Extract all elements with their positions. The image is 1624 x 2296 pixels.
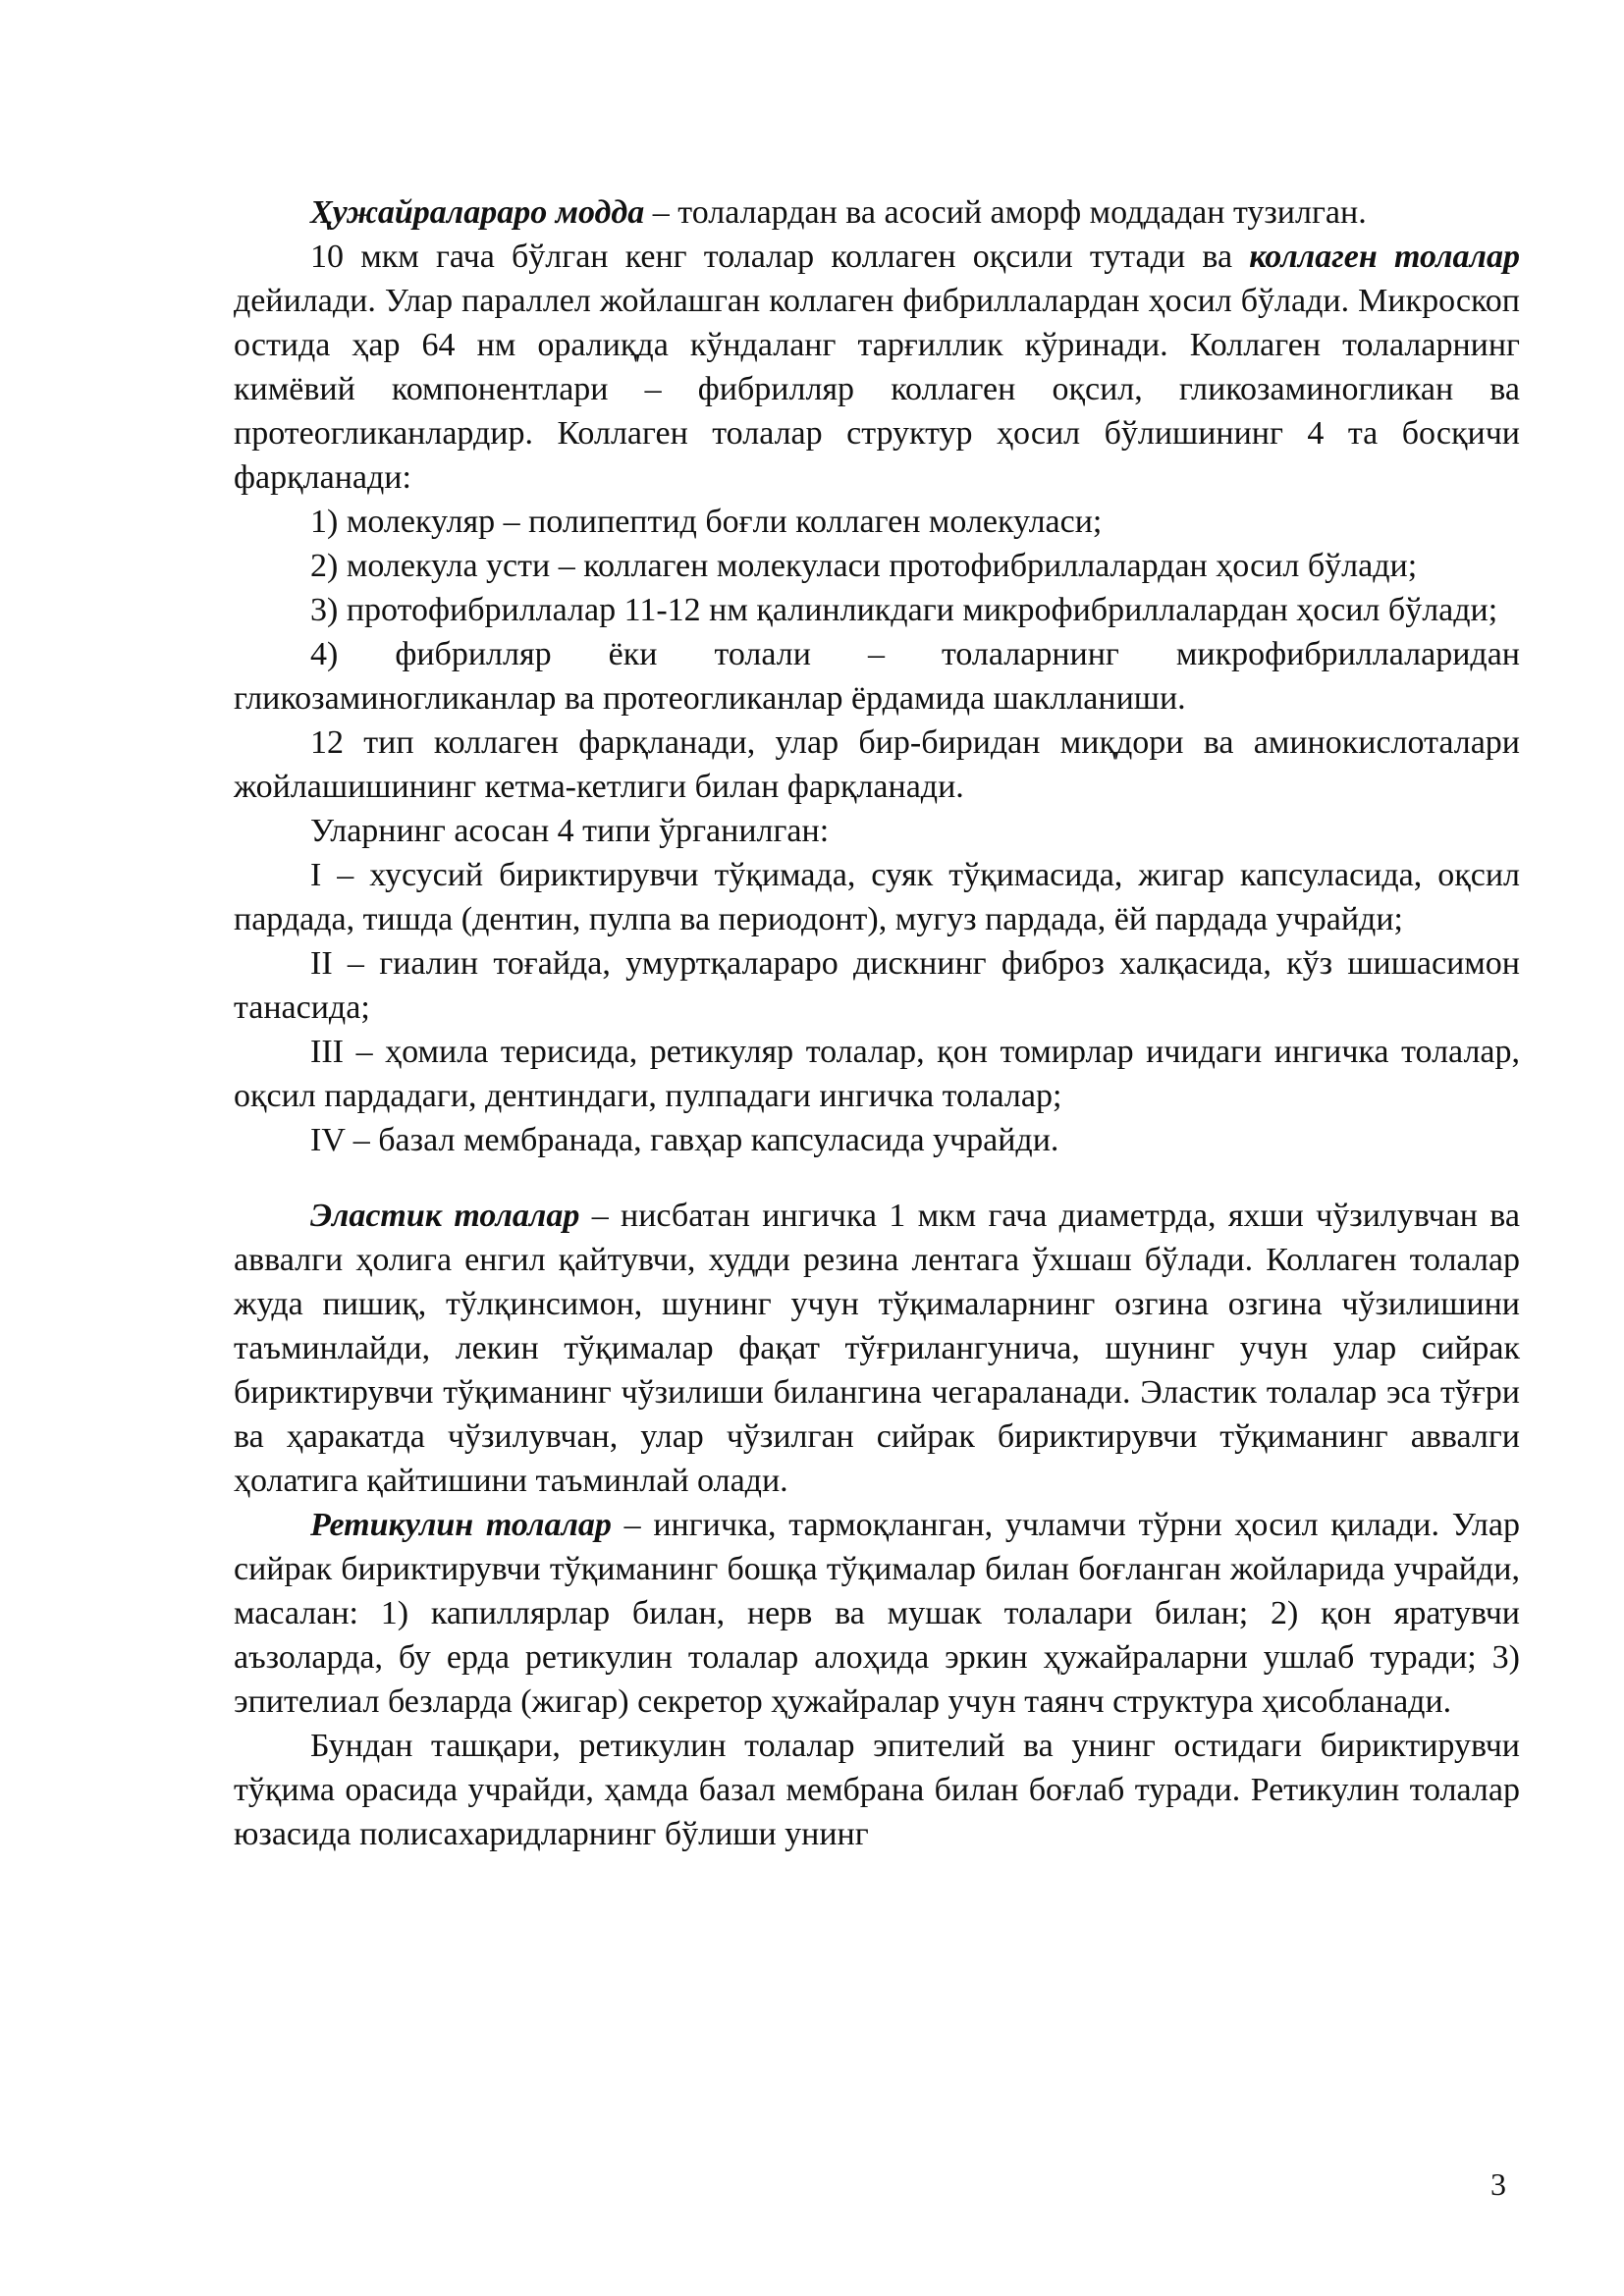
list-item-stage-4: 4) фибрилляр ёки толали – толаларнинг микрофибриллаларидан гликозаминогликанлар ва протеогликанлар ёрдамида шаклланиши. bbox=[234, 636, 1520, 717]
paragraph-collagen-types: 12 тип коллаген фарқланади, улар бир-биридан миқдори ва аминокислоталари жойлашишининг кетма-кетлиги билан фарқланади. bbox=[234, 724, 1520, 805]
term-reticulin-fibers: Ретикулин толалар bbox=[310, 1507, 612, 1543]
paragraph-text: – нисбатан ингичка 1 мкм гача диаметрда, яхши чўзилувчан ва аввалги ҳолига енгил қайтувчи, худди резина лентага ўхшаш бўлади. Коллаген толалар жуда пишиқ, тўлқинсимон, шунинг учун тўқималарнинг озгина озгина чўзилишини таъминлайди, лекин тўқималар фақат тўғрилангунича, шунинг учун улар сийрак бириктирувчи тўқиманинг чўзилиши билангина чегараланади. Эластик толалар эса тўғри ва ҳаракатда чўзилувчан, улар чўзилган сийрак бириктирувчи тўқиманинг аввалги ҳолатига қайтишини таъминлай олади. bbox=[234, 1198, 1521, 1499]
paragraph-text: – ингичка, тармоқланган, учламчи тўрни ҳосил қилади. Улар сийрак бириктирувчи тўқиманинг бошқа тўқималар билан боғланган жойларида учрайди, масалан: 1) капиллярлар билан, нерв ва мушак толалари билан; 2) қон яратувчи аъзоларда, бу ерда ретикулин толалар алоҳида эркин ҳужайраларни ушлаб туради; 3) эпителиал безларда (жигар) секретор ҳужайралар учун таянч структура ҳисобланади. bbox=[234, 1507, 1520, 1720]
paragraph-elastic-fibers bbox=[234, 1194, 1520, 1503]
paragraph-text-lead: 10 мкм гача бўлган кенг толалар коллаген оқсили тутади ва bbox=[310, 239, 1250, 275]
list-item-type-1: I – хусусий бириктирувчи тўқимада, суяк тўқимасида, жигар капсуласида, оқсил пардада, тишда (дентин, пулпа ва периодонт), мугуз пардада, ёй пардада учрайди; bbox=[234, 857, 1520, 937]
list-item-type-4: IV – базал мембранада, гавҳар капсуласида учрайди. bbox=[310, 1122, 1059, 1158]
page-number: 3 bbox=[1490, 2166, 1506, 2202]
term-elastic-fibers: Эластик толалар bbox=[310, 1198, 580, 1234]
document-body bbox=[234, 190, 1520, 1856]
list-item-stage-2: 2) молекула усти – коллаген молекуласи протофибриллалардан ҳосил бўлади; bbox=[310, 548, 1418, 584]
list-item-type-3: III – ҳомила терисида, ретикуляр толалар, қон томирлар ичидаги ингичка толалар, оқсил пардадаги, дентиндаги, пулпадаги ингичка толалар; bbox=[234, 1034, 1520, 1114]
list-item-stage-1: 1) молекуляр – полипептид боғли коллаген молекуласи; bbox=[310, 504, 1103, 540]
paragraph-types-studied: Уларнинг асосан 4 типи ўрганилган: bbox=[310, 813, 830, 849]
paragraph-collagen-fibers bbox=[234, 235, 1520, 500]
paragraph-reticulin-continued: Бундан ташқари, ретикулин толалар эпителий ва унинг остидаги бириктирувчи тўқима орасида учрайди, ҳамда базал мембрана билан боғлаб туради. Ретикулин толалар юзасида полисахаридларнинг бўлиши унинг bbox=[234, 1728, 1520, 1852]
term-intercellular-substance: Ҳужайралараро модда bbox=[310, 194, 645, 231]
term-collagen-fibers: коллаген толалар bbox=[1249, 239, 1520, 275]
paragraph-intercellular-substance bbox=[234, 190, 1520, 235]
paragraph-reticulin-fibers bbox=[234, 1503, 1520, 1724]
paragraph-text: – толалардан ва асосий аморф моддадан тузилган. bbox=[644, 194, 1367, 231]
list-item-stage-3: 3) протофибриллалар 11-12 нм қалинликдаги микрофибриллалардан ҳосил бўлади; bbox=[310, 592, 1498, 628]
list-item-type-2: II – гиалин тоғайда, умуртқалараро дискнинг фиброз халқасида, кўз шишасимон танасида; bbox=[234, 945, 1520, 1026]
paragraph-text: дейилади. Улар параллел жойлашган коллаген фибриллалардан ҳосил бўлади. Микроскоп остида ҳар 64 нм оралиқда кўндаланг тарғиллик кўринади. Коллаген толаларнинг кимёвий компонентлари – фибрилляр коллаген оқсил, гликозаминогликан ва протеогликанлардир. Коллаген толалар структур ҳосил бўлишининг 4 та босқичи фарқланади: bbox=[234, 283, 1520, 496]
